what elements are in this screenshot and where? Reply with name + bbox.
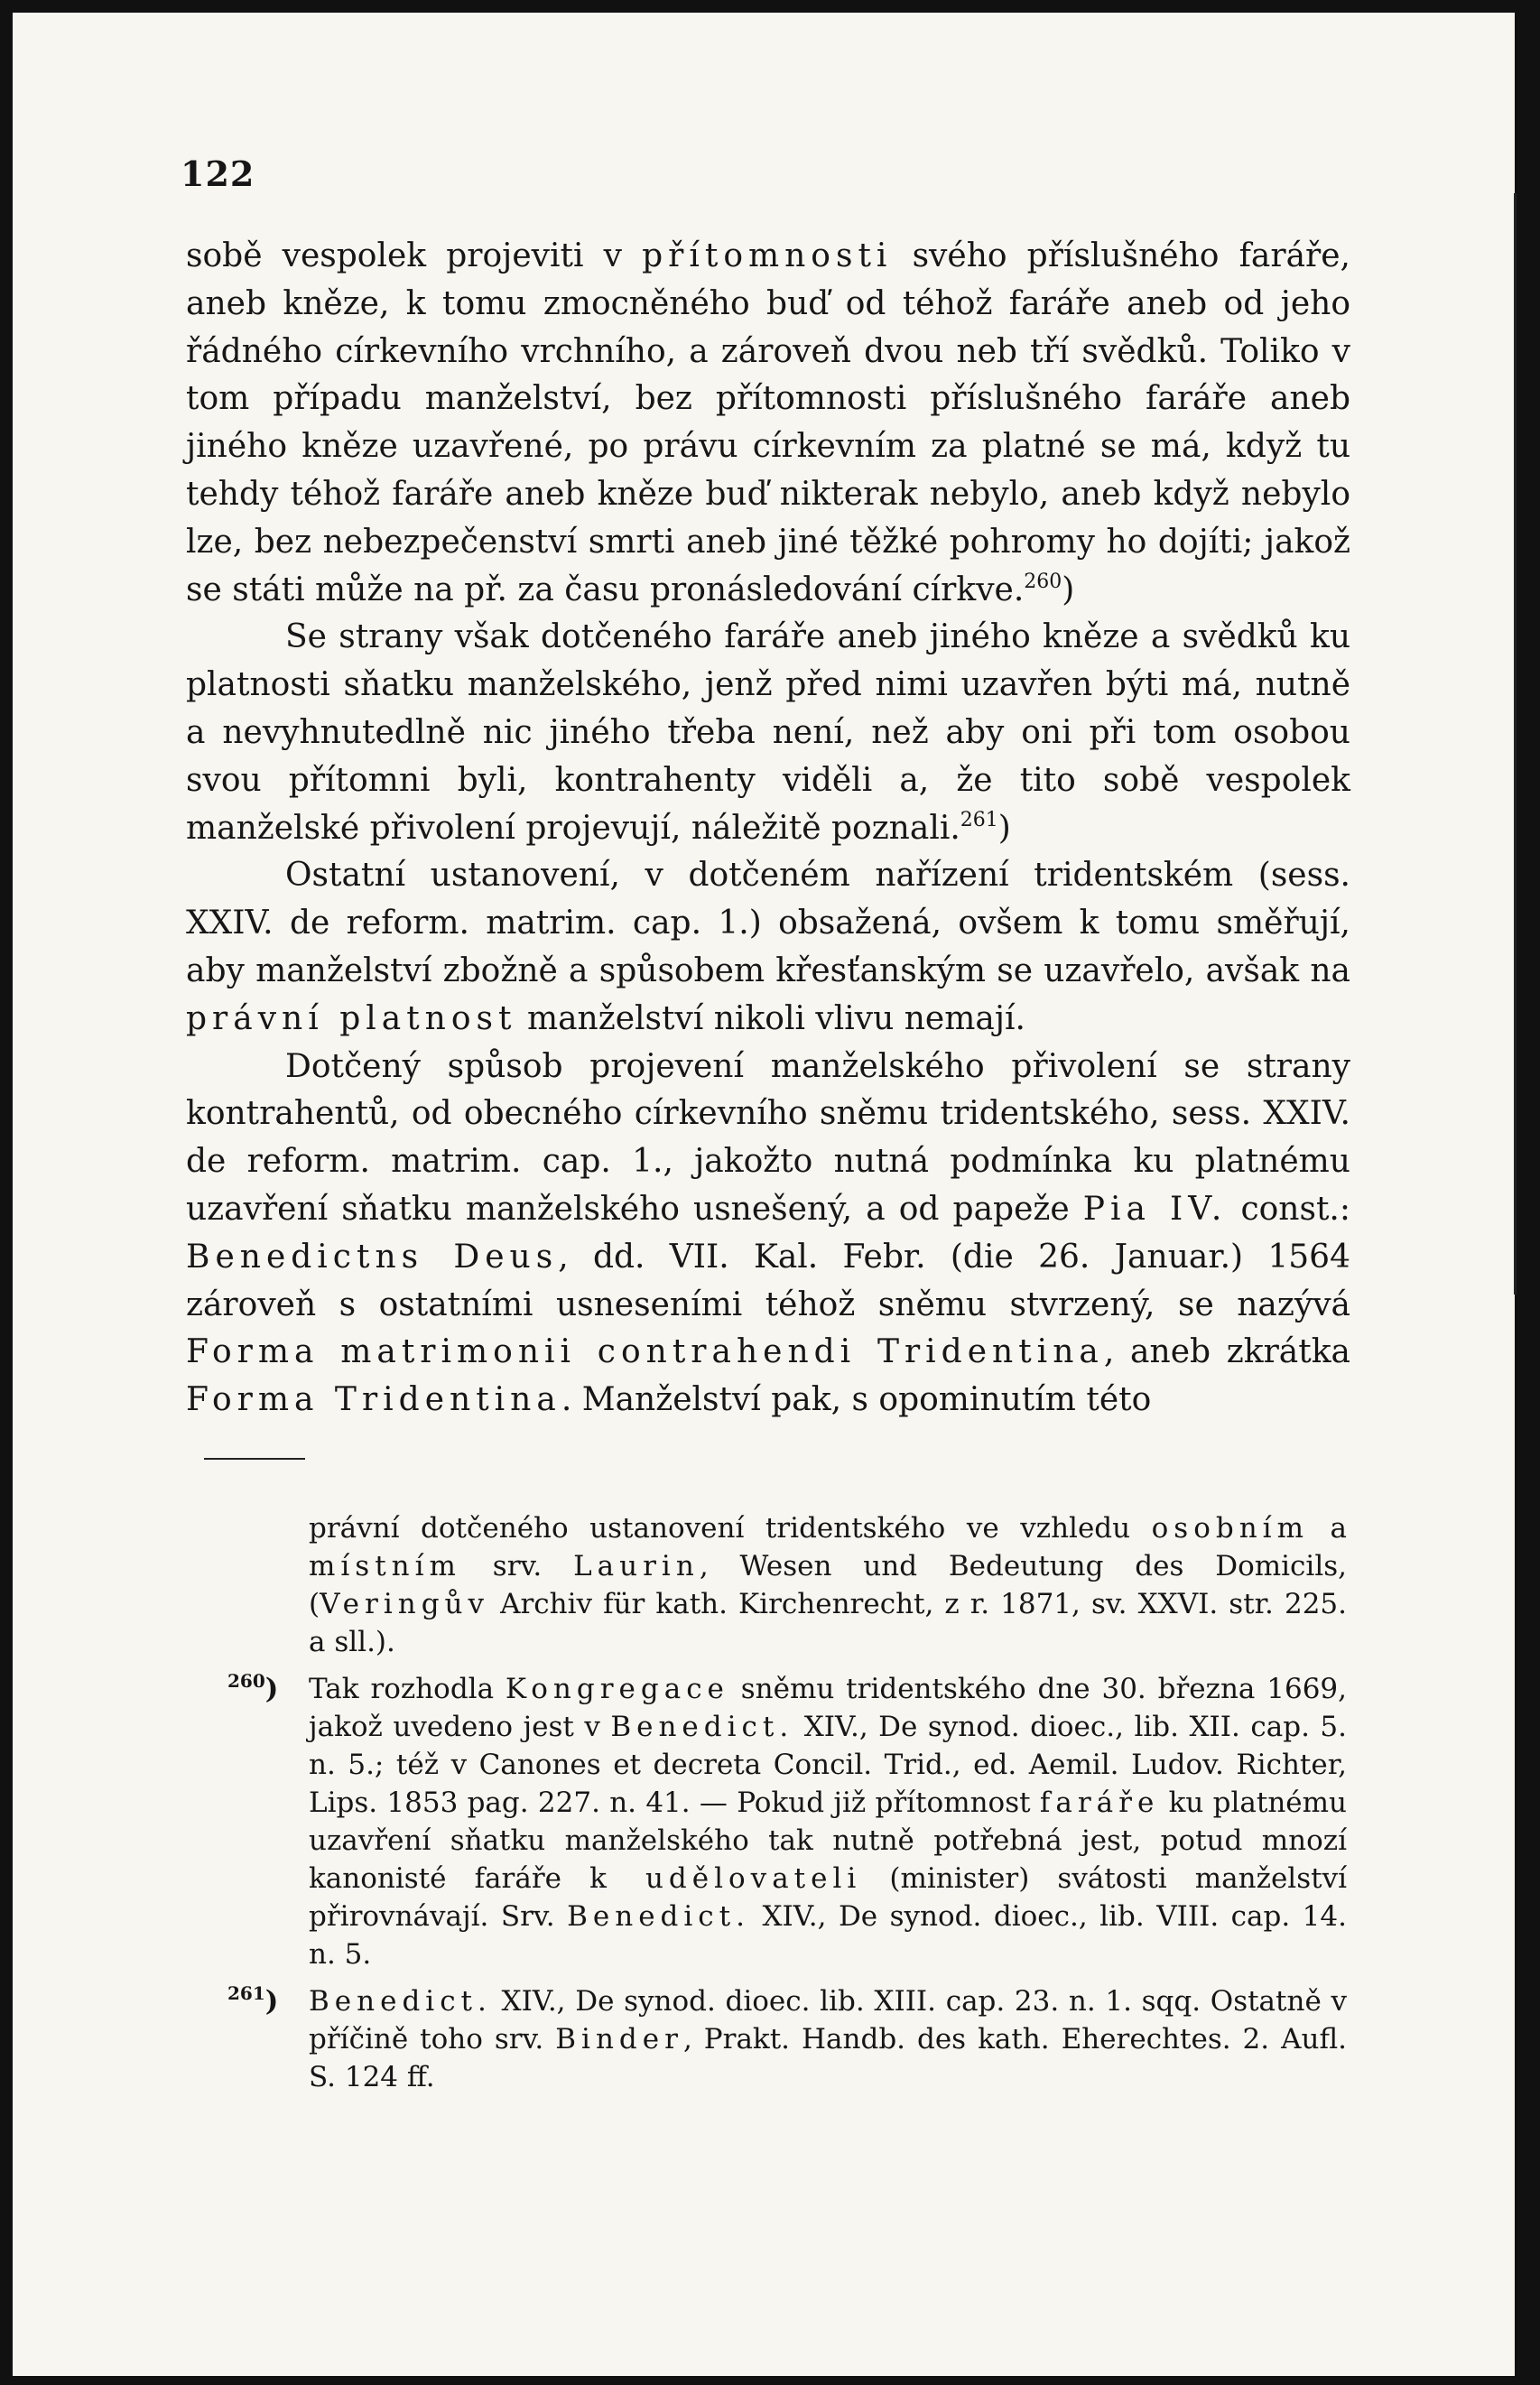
paragraph-4: Dotčený spůsob projevení manželského přivolení se strany kontrahentů, od obecného církevního sněmu tridentského, sess. XXIV. de reform. matrim. cap. 1., jakožto nutná podmínka ku platnému uzavření sňatku manželského usnešený, a od papeže Pia IV. const.: Benedictns Deus, dd. VII. Kal. Febr. (die 26. Januar.) 1564 zároveň s ostatními usneseními téhož sněmu stvrzený, se nazývá Forma matrimonii contrahendi Tridentina, aneb zkrátka Forma Tridentina. Manželství pak, s opominutím této [186,1047,1351,1419]
paragraph-3: Ostatní ustanovení, v dotčeném nařízení tridentském (sess. XXIV. de reform. matrim. cap. 1.) obsažená, ovšem k tomu směřují, aby manželství zbožně a spůsobem křesťanským se uzavřelo, avšak na právní platnost manželství nikoli vlivu nemají. [186,857,1350,1037]
paragraph-1: sobě vespolek projeviti v přítomnosti svého příslušného faráře, aneb kněze, k tomu zmocněného buď od téhož faráře aneb od jeho řádného církevního vrchního, a zároveň dvou neb tří svědků. Toliko v tom případu manželství, bez přítomnosti příslušného faráře aneb jiného kněze uzavřené, po právu církevním za platné se má, když tu tehdy téhož faráře aneb kněze buď nikterak nebylo, aneb když nebylo lze, bez nebezpečenství smrti aneb jiné těžké pohromy ho dojíti; jakož se státi může na př. za času pronásledování církve.$^{260}$) [186,237,1350,608]
footnote-continuation: právní dotčeného ustanovení tridentského ve vzhledu osobním a místním srv. Laurin, Wesen und Bedeutung des Domicils, (Veringův Archiv für kath. Kirchenrecht, z r. 1871, sv. XXVI. str. 225. a sll.). [309,1512,1347,1658]
page-edge-mark [1514,193,1517,1295]
spaced-emphasis: Veringův [320,1588,490,1620]
spaced-emphasis: Binder [555,2023,683,2056]
footnote-ref-261[interactable]: 261 [960,808,998,831]
footnote-divider [204,1458,305,1460]
spaced-emphasis: Laurin [573,1550,700,1582]
spaced-emphasis: Forma Tridentina [186,1381,561,1419]
spaced-emphasis: přítomnosti [642,237,893,274]
spaced-emphasis: Pia IV. [1082,1190,1228,1228]
footnote-marker: $^{261}$) [227,1982,279,2018]
book-page [13,13,1515,2376]
spaced-emphasis: Benedict. [610,1711,794,1743]
spaced-emphasis: faráře [1039,1786,1160,1819]
paragraph-2: Se strany však dotčeného faráře aneb jiného kněze a svědků ku platnosti sňatku manželského, jenž před nimi uzavřen býti má, nutně a nevyhnutedlně nic jiného třeba není, než aby oni při tom osobou svou přítomni byli, kontrahenty viděli a, že tito sobě vespolek manželské přivolení projevují, náležitě poznali.$^{261}$) [186,618,1350,847]
footnotes [227,1509,1347,2096]
footnote-261: $^{261}$) Benedict. XIV., De synod. dioec. lib. XIII. cap. 23. n. 1. sqq. Ostatně v příčině toho srv. Binder, Prakt. Handb. des kath. Eherechtes. 2. Aufl. S. 124 ff. [227,1982,1347,2093]
spaced-emphasis: Benedict. [309,1985,492,2018]
spaced-emphasis: osobním [1151,1512,1309,1545]
spaced-emphasis: k udělovateli [589,1862,862,1895]
footnote-marker: $^{260}$) [227,1670,279,1705]
spaced-emphasis: Benedictns Deus [186,1238,559,1276]
spaced-emphasis: právní platnost [186,999,517,1037]
spaced-emphasis: místním [309,1550,461,1582]
main-text [186,233,1350,1425]
footnote-260: $^{260}$) Tak rozhodla Kongregace sněmu tridentského dne 30. března 1669, jakož uvedeno jest v Benedict. XIV., De synod. dioec., lib. XII. cap. 5. n. 5.; též v Canones et decreta Concil. Trid., ed. Aemil. Ludov. Richter, Lips. 1853 pag. 227. n. 41. — Pokud již přítomnost faráře ku platnému uzavření sňatku manželského tak nutně potřebná jest, potud mnozí kanonisté faráře k udělovateli (minister) svátosti manželství přirovnávají. Srv. Benedict. XIV., De synod. dioec., lib. VIII. cap. 14. n. 5. [227,1670,1348,1971]
page-number: 122 [181,153,255,194]
spaced-emphasis: Benedict. [567,1900,750,1933]
spaced-emphasis: Forma matrimonii contrahendi Tridentina [186,1333,1104,1371]
spaced-emphasis: Kongregace [505,1673,729,1705]
footnote-ref-260[interactable]: 260 [1024,570,1062,593]
